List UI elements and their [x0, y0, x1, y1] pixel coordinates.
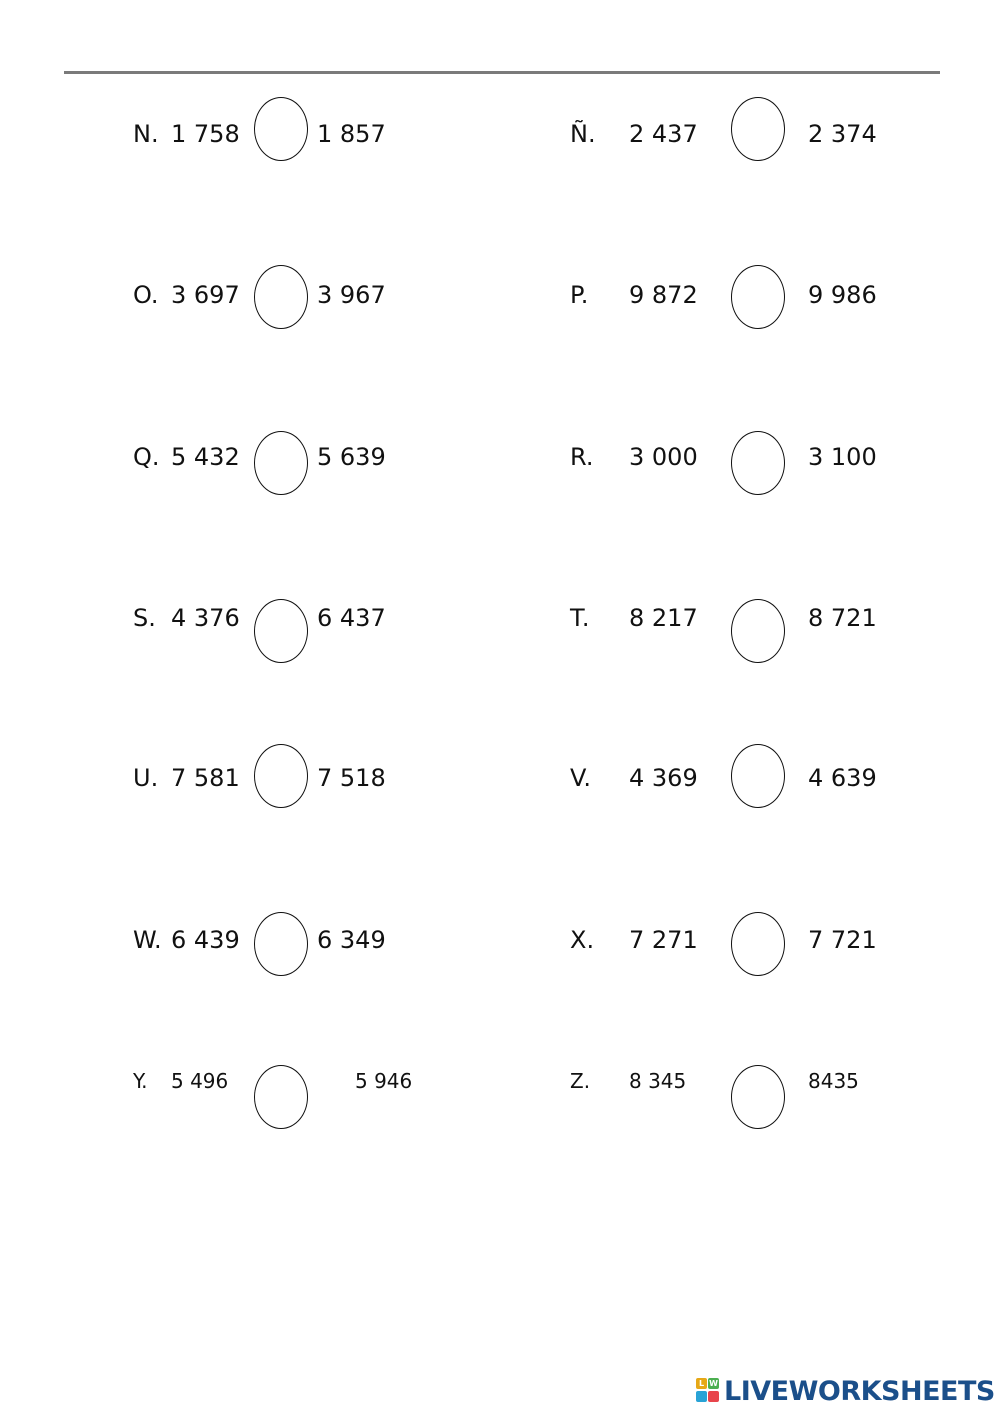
comparison-answer-oval[interactable] — [731, 265, 785, 329]
left-number: 7 581 — [171, 764, 240, 792]
liveworksheets-logo-mark — [696, 1376, 722, 1406]
right-number: 5 946 — [355, 1069, 413, 1093]
right-number: 1 857 — [317, 120, 386, 148]
right-number: 6 349 — [317, 926, 386, 954]
left-number: 1 758 — [171, 120, 240, 148]
right-number: 6 437 — [317, 604, 386, 632]
left-number: 5 496 — [171, 1069, 229, 1093]
right-number: 3 967 — [317, 281, 386, 309]
item-label: R. — [570, 443, 594, 471]
item-label: Q. — [133, 443, 160, 471]
logo-tile — [696, 1391, 707, 1402]
logo-tile — [708, 1391, 719, 1402]
left-number: 6 439 — [171, 926, 240, 954]
comparison-answer-oval[interactable] — [254, 599, 308, 663]
item-label: V. — [570, 764, 591, 792]
item-label: X. — [570, 926, 595, 954]
logo-tile: L — [696, 1378, 707, 1389]
item-label: O. — [133, 281, 159, 309]
item-label: Y. — [133, 1069, 148, 1093]
liveworksheets-wordmark: LIVEWORKSHEETS — [724, 1375, 995, 1407]
right-number: 9 986 — [808, 281, 877, 309]
logo-tile: W — [709, 1379, 718, 1388]
comparison-answer-oval[interactable] — [731, 744, 785, 808]
item-label: U. — [133, 764, 159, 792]
left-number: 4 369 — [629, 764, 698, 792]
right-number: 7 721 — [808, 926, 877, 954]
comparison-answer-oval[interactable] — [254, 265, 308, 329]
comparison-answer-oval[interactable] — [254, 744, 308, 808]
comparison-answer-oval[interactable] — [731, 912, 785, 976]
top-divider — [64, 71, 940, 74]
item-label: W. — [133, 926, 162, 954]
right-number: 4 639 — [808, 764, 877, 792]
liveworksheets-logo — [696, 1373, 995, 1409]
comparison-answer-oval[interactable] — [731, 1065, 785, 1129]
item-label: T. — [570, 604, 590, 632]
left-number: 4 376 — [171, 604, 240, 632]
right-number: 8435 — [808, 1069, 859, 1093]
left-number: 9 872 — [629, 281, 698, 309]
left-number: 2 437 — [629, 120, 698, 148]
item-label: Z. — [570, 1069, 591, 1093]
right-number: 2 374 — [808, 120, 877, 148]
comparison-answer-oval[interactable] — [254, 1065, 308, 1129]
comparison-answer-oval[interactable] — [731, 431, 785, 495]
left-number: 8 345 — [629, 1069, 687, 1093]
item-label: S. — [133, 604, 156, 632]
right-number: 7 518 — [317, 764, 386, 792]
right-number: 5 639 — [317, 443, 386, 471]
left-number: 3 697 — [171, 281, 240, 309]
item-label: N. — [133, 120, 159, 148]
right-number: 3 100 — [808, 443, 877, 471]
comparison-answer-oval[interactable] — [731, 599, 785, 663]
item-label: P. — [570, 281, 589, 309]
left-number: 5 432 — [171, 443, 240, 471]
comparison-answer-oval[interactable] — [731, 97, 785, 161]
left-number: 8 217 — [629, 604, 698, 632]
item-label: Ñ. — [570, 120, 596, 148]
comparison-answer-oval[interactable] — [254, 912, 308, 976]
left-number: 3 000 — [629, 443, 698, 471]
left-number: 7 271 — [629, 926, 698, 954]
comparison-answer-oval[interactable] — [254, 97, 308, 161]
comparison-answer-oval[interactable] — [254, 431, 308, 495]
right-number: 8 721 — [808, 604, 877, 632]
